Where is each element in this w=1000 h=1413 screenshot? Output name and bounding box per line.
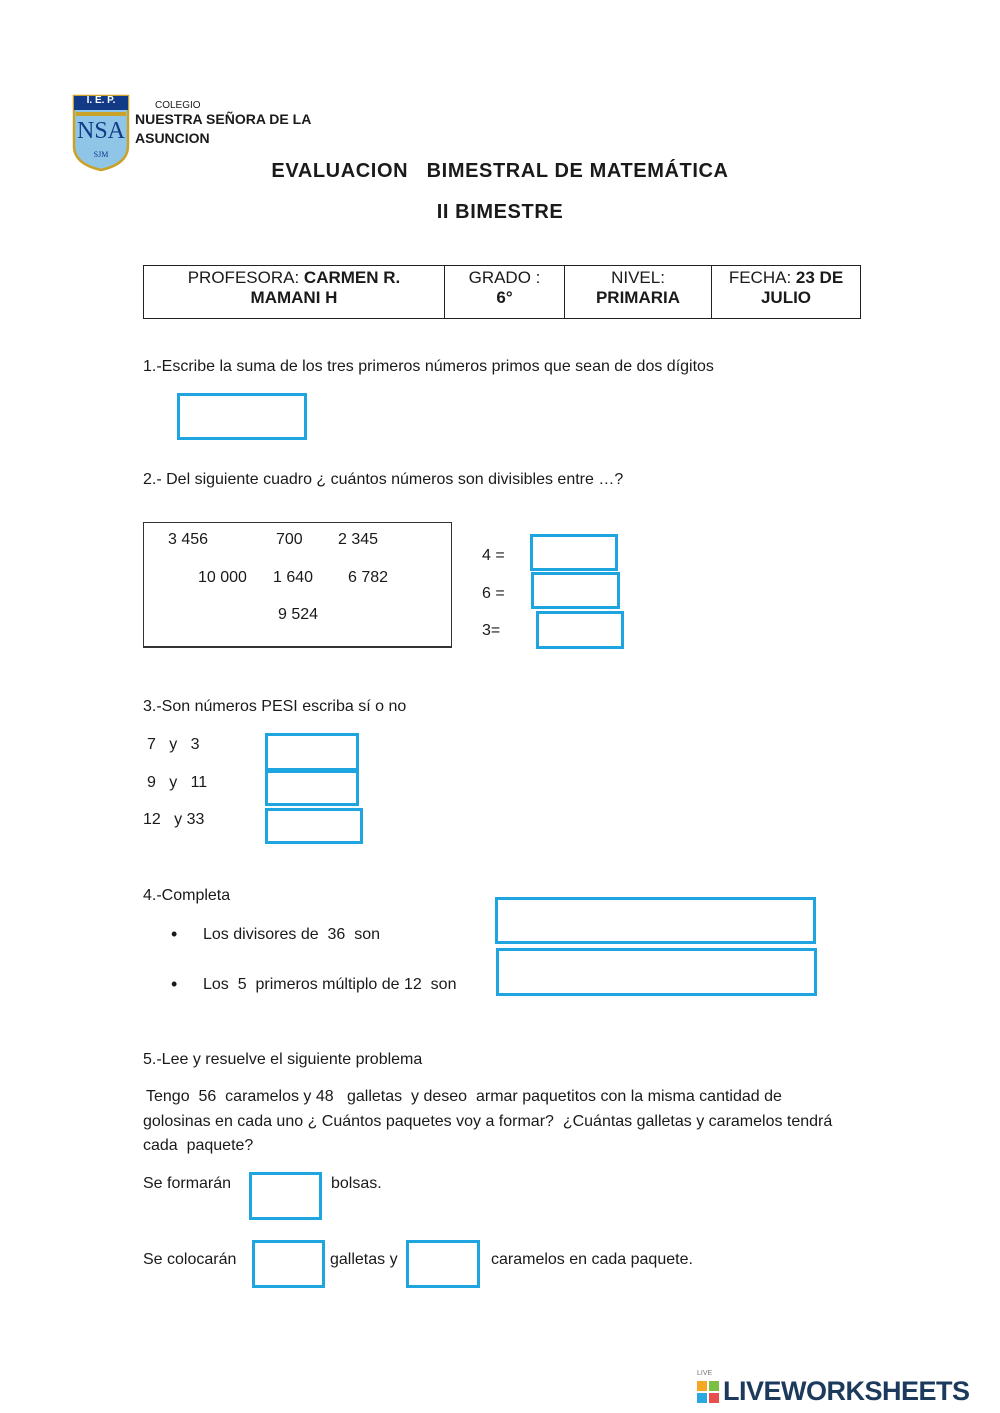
q1-prompt: 1.-Escribe la suma de los tres primeros números primos que sean de dos dígitos [143, 358, 714, 375]
bullet-1: • [171, 924, 178, 944]
grid-number: 10 000 [198, 569, 247, 586]
pesi-pair-2: 9 y 11 [147, 774, 208, 791]
pesi-answer-1-input[interactable] [265, 733, 359, 771]
level-label: NIVEL: [611, 268, 665, 287]
date-value-2: JULIO [760, 288, 812, 307]
grade-value: 6° [496, 288, 513, 307]
level-cell [565, 266, 712, 319]
pesi-pair-1: 7 y 3 [147, 736, 200, 753]
q5-problem-line-3: cada paquete? [143, 1137, 254, 1154]
school-name-line1: NUESTRA SEÑORA DE LA [135, 111, 312, 127]
candies-label: caramelos en cada paquete. [491, 1251, 693, 1268]
cookies-per-package-input[interactable] [252, 1240, 325, 1288]
info-table [143, 265, 861, 319]
school-name-line2: ASUNCION [135, 130, 210, 146]
q4-item-2: Los 5 primeros múltiplo de 12 son [203, 976, 457, 993]
grid-number: 9 524 [278, 606, 319, 623]
liveworksheets-badge-icon [697, 1381, 719, 1403]
divisible-by-4-label: 4 = [482, 547, 505, 564]
pesi-answer-2-input[interactable] [265, 770, 359, 806]
divisible-by-3-label: 3= [482, 622, 501, 639]
date-value-1: 23 DE [795, 268, 844, 287]
level-value: PRIMARIA [595, 288, 681, 307]
q2-prompt: 2.- Del siguiente cuadro ¿ cuántos números son divisibles entre …? [143, 471, 624, 488]
packages-count-input[interactable] [249, 1172, 322, 1220]
divisible-by-3-input[interactable] [536, 611, 624, 649]
q5-problem-line-1: Tengo 56 caramelos y 48 galletas y deseo armar paquetitos con la misma cantidad de [146, 1088, 782, 1105]
teacher-name-1: CARMEN R. [303, 268, 401, 287]
grid-number: 1 640 [273, 569, 314, 586]
bags-label: bolsas. [331, 1175, 382, 1192]
cookies-label: galletas y [330, 1251, 398, 1268]
divisible-by-6-label: 6 = [482, 585, 505, 602]
school-small-label: COLEGIO [155, 100, 201, 111]
bullet-2: • [171, 974, 178, 994]
q3-prompt: 3.-Son números PESI escriba sí o no [143, 698, 407, 715]
candies-per-package-input[interactable] [406, 1240, 480, 1288]
crest-bottom-text: SJM [93, 150, 109, 159]
divisible-by-6-input[interactable] [531, 572, 620, 609]
grid-number: 3 456 [168, 531, 209, 548]
page-title: EVALUACION BIMESTRAL DE MATEMÁTICA [271, 160, 729, 182]
liveworksheets-wordmark: LIVEWORKSHEETS [723, 1376, 970, 1406]
liveworksheets-logo[interactable] [697, 1370, 997, 1410]
q4-item-1: Los divisores de 36 son [203, 926, 380, 943]
teacher-cell [144, 266, 445, 319]
placed-label: Se colocarán [143, 1251, 237, 1268]
grid-number: 6 782 [348, 569, 389, 586]
pesi-answer-3-input[interactable] [265, 808, 363, 844]
crest-top-text: I. E. P. [86, 95, 116, 106]
q5-problem-line-2: golosinas en cada uno ¿ Cuántos paquetes voy a formar? ¿Cuántas galletas y caramelos tendrá [143, 1113, 833, 1130]
page-subtitle: II BIMESTRE [436, 201, 564, 223]
date-cell [712, 266, 861, 319]
teacher-label: PROFESORA: [187, 268, 300, 287]
date-label: FECHA: [728, 268, 792, 287]
packages-label: Se formarán [143, 1175, 232, 1192]
liveworksheets-badge-text: LIVE [697, 1370, 713, 1377]
q5-prompt: 5.-Lee y resuelve el siguiente problema [143, 1051, 423, 1068]
divisors-of-36-input[interactable] [495, 897, 816, 944]
pesi-pair-3: 12 y 33 [143, 811, 205, 828]
number-grid [143, 522, 452, 648]
grade-label: GRADO : [468, 268, 541, 287]
teacher-name-2: MAMANI H [250, 288, 338, 307]
q1-answer-input[interactable] [177, 393, 307, 440]
grid-number: 2 345 [338, 531, 379, 548]
multiples-of-12-input[interactable] [496, 948, 817, 996]
q4-prompt: 4.-Completa [143, 887, 231, 904]
crest-letters: NSA [76, 118, 125, 144]
grade-cell [445, 266, 565, 319]
divisible-by-4-input[interactable] [530, 534, 618, 571]
grid-number: 700 [276, 531, 303, 548]
